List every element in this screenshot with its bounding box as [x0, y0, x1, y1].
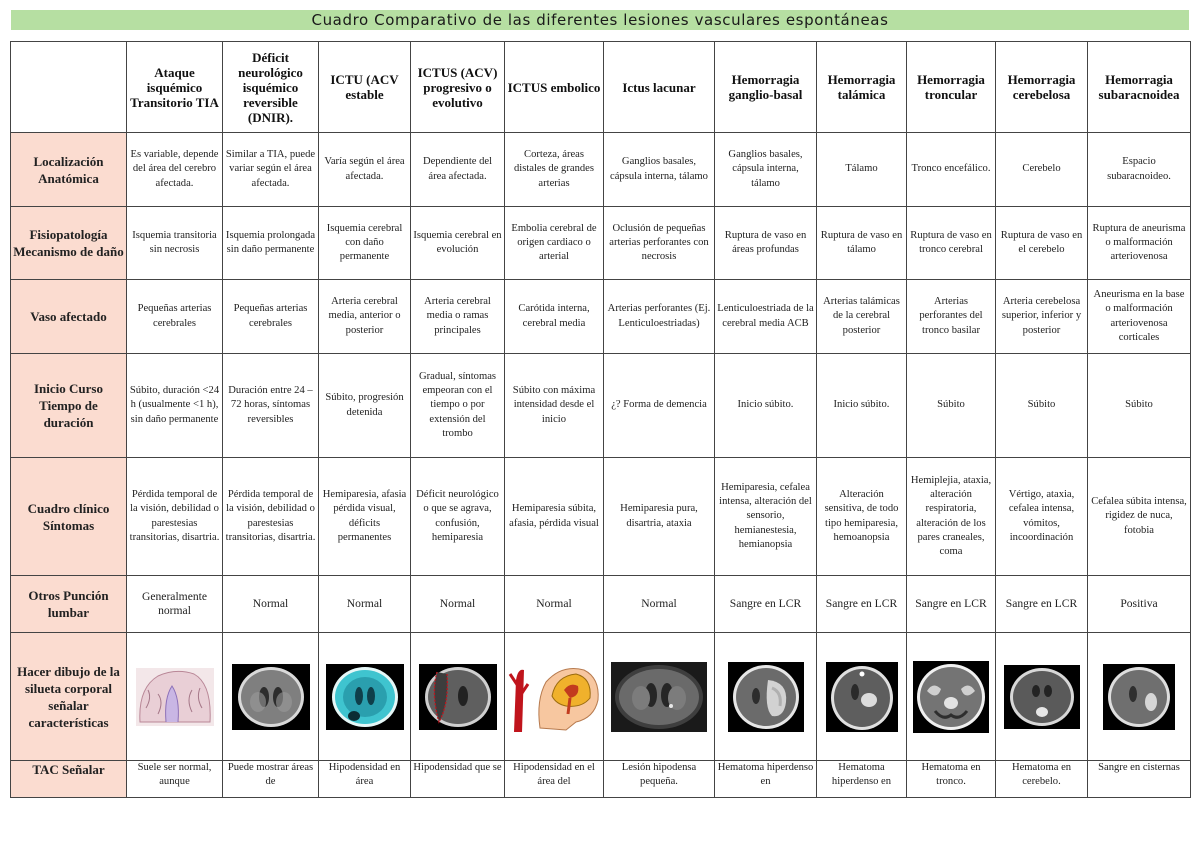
- table-cell: Ganglios basales, cápsula interna, tálamo: [604, 133, 715, 207]
- row-label: Fisiopatología Mecanismo de daño: [11, 207, 127, 280]
- table-cell: Ganglios basales, cápsula interna, tálamo: [715, 133, 817, 207]
- table-cell: Ruptura de aneurisma o malformación arteriovenosa: [1088, 207, 1191, 280]
- ct-cerebellar-hemorrhage-image: [1004, 665, 1080, 729]
- table-cell: Hematoma en tronco.: [907, 761, 996, 798]
- table-cell: Tronco encefálico.: [907, 133, 996, 207]
- image-cell: [319, 633, 411, 761]
- table-cell: Súbito: [1088, 354, 1191, 458]
- mri-lacunar-image: [611, 662, 707, 732]
- image-cell: [505, 633, 604, 761]
- table-cell: Hipodensidad en el área del: [505, 761, 604, 798]
- table-cell: Arterias talámicas de la cerebral posterior: [817, 280, 907, 354]
- vascular-anatomy-image: [506, 660, 602, 734]
- ct-scan-image: [232, 664, 310, 730]
- table-cell: Lenticuloestriada de la cerebral media ACB: [715, 280, 817, 354]
- row-localizacion: [11, 133, 1191, 207]
- table-cell: Corteza, áreas distales de grandes arterias: [505, 133, 604, 207]
- table-cell: Hipodensidad en área: [319, 761, 411, 798]
- table-cell: Hipodensidad que se: [411, 761, 505, 798]
- table-cell: Sangre en LCR: [907, 576, 996, 633]
- table-cell: Ruptura de vaso en tálamo: [817, 207, 907, 280]
- table-cell: Espacio subaracnoideo.: [1088, 133, 1191, 207]
- table-cell: Arterias perforantes del tronco basilar: [907, 280, 996, 354]
- row-vaso: [11, 280, 1191, 354]
- table-cell: Positiva: [1088, 576, 1191, 633]
- table-cell: Cefalea súbita intensa, rigidez de nuca, fotobia: [1088, 458, 1191, 576]
- table-cell: Normal: [223, 576, 319, 633]
- table-cell: Es variable, depende del área del cerebro afectada.: [127, 133, 223, 207]
- column-header: Hemorragia subaracnoidea: [1088, 42, 1191, 133]
- image-cell: [127, 633, 223, 761]
- table-cell: Normal: [411, 576, 505, 633]
- table-cell: ¿? Forma de demencia: [604, 354, 715, 458]
- table-cell: Oclusión de pequeñas arterias perforantes con necrosis: [604, 207, 715, 280]
- column-header: ICTU (ACV estable: [319, 42, 411, 133]
- row-fisiopatologia: [11, 207, 1191, 280]
- column-header: Déficit neurológico isquémico reversible (DNIR).: [223, 42, 319, 133]
- row-label: Localización Anatómica: [11, 133, 127, 207]
- table-cell: Súbito: [907, 354, 996, 458]
- header-row: [11, 42, 1191, 133]
- table-cell: Hemiparesia súbita, afasia, pérdida visual: [505, 458, 604, 576]
- row-cuadro: [11, 458, 1191, 576]
- table-cell: Hemiparesia, cefalea intensa, alteración del sensorio, hemianestesia, hemianopsia: [715, 458, 817, 576]
- table-cell: Alteración sensitiva, de todo tipo hemiparesia, hemoanopsia: [817, 458, 907, 576]
- table-cell: Sangre en LCR: [996, 576, 1088, 633]
- table-cell: Normal: [505, 576, 604, 633]
- table-cell: Sangre en LCR: [715, 576, 817, 633]
- table-cell: Arteria cerebelosa superior, inferior y posterior: [996, 280, 1088, 354]
- table-cell: Pequeñas arterias cerebrales: [127, 280, 223, 354]
- table-cell: Suele ser normal, aunque: [127, 761, 223, 798]
- column-header: Hemorragia troncular: [907, 42, 996, 133]
- table-cell: Hemiplejia, ataxia, alteración respiratoria, alteración de los pares craneales, coma: [907, 458, 996, 576]
- table-cell: Embolia cerebral de origen cardiaco o arterial: [505, 207, 604, 280]
- table-cell: Isquemia prolongada sin daño permanente: [223, 207, 319, 280]
- ct-thalamic-hemorrhage-image: [826, 662, 898, 732]
- table-cell: Tálamo: [817, 133, 907, 207]
- table-cell: Hematoma en cerebelo.: [996, 761, 1088, 798]
- table-cell: Puede mostrar áreas de: [223, 761, 319, 798]
- brain-diagram-image: [136, 668, 214, 726]
- row-label: Cuadro clínico Síntomas: [11, 458, 127, 576]
- table-cell: Hematoma hiperdenso en: [817, 761, 907, 798]
- table-cell: Arteria cerebral media, anterior o posterior: [319, 280, 411, 354]
- table-cell: Pérdida temporal de la visión, debilidad o parestesias transitorias, disartria.: [127, 458, 223, 576]
- image-cell: [817, 633, 907, 761]
- image-cell: [1088, 633, 1191, 761]
- row-tac: [11, 761, 1191, 798]
- row-label: Inicio Curso Tiempo de duración: [11, 354, 127, 458]
- table-cell: Hematoma hiperdenso en: [715, 761, 817, 798]
- table-cell: Súbito con máxima intensidad desde el inicio: [505, 354, 604, 458]
- column-header: ICTUS embolico: [505, 42, 604, 133]
- ct-ganglio-basal-hemorrhage-image: [728, 662, 804, 732]
- image-cell: [411, 633, 505, 761]
- table-cell: Hemiparesia pura, disartria, ataxia: [604, 458, 715, 576]
- column-header: Ataque isquémico Transitorio TIA: [127, 42, 223, 133]
- table-cell: Lesión hipodensa pequeña.: [604, 761, 715, 798]
- table-cell: Arterias perforantes (Ej. Lenticuloestriadas): [604, 280, 715, 354]
- table-cell: Isquemia cerebral en evolución: [411, 207, 505, 280]
- table-cell: Ruptura de vaso en el cerebelo: [996, 207, 1088, 280]
- ct-scan-red-outline-image: [419, 664, 497, 730]
- row-label: Hacer dibujo de la silueta corporal señalar características: [11, 633, 127, 761]
- column-header: Hemorragia talámica: [817, 42, 907, 133]
- table-cell: Inicio súbito.: [817, 354, 907, 458]
- ct-subarachnoid-hemorrhage-image: [1103, 664, 1175, 730]
- table-cell: Similar a TIA, puede variar según el área afectada.: [223, 133, 319, 207]
- row-label: Vaso afectado: [11, 280, 127, 354]
- table-cell: Pequeñas arterias cerebrales: [223, 280, 319, 354]
- table-cell: Sangre en LCR: [817, 576, 907, 633]
- table-cell: Varía según el área afectada.: [319, 133, 411, 207]
- table-cell: Inicio súbito.: [715, 354, 817, 458]
- table-cell: Ruptura de vaso en áreas profundas: [715, 207, 817, 280]
- table-cell: Sangre en cisternas: [1088, 761, 1191, 798]
- table-cell: Duración entre 24 – 72 horas, síntomas reversibles: [223, 354, 319, 458]
- table-cell: Súbito: [996, 354, 1088, 458]
- table-cell: Vértigo, ataxia, cefalea intensa, vómitos, incoordinación: [996, 458, 1088, 576]
- comparison-table: [10, 41, 1191, 798]
- table-cell: Isquemia cerebral con daño permanente: [319, 207, 411, 280]
- table-cell: Dependiente del área afectada.: [411, 133, 505, 207]
- image-cell: [996, 633, 1088, 761]
- table-cell: Arteria cerebral media o ramas principales: [411, 280, 505, 354]
- table-cell: Déficit neurológico o que se agrava, confusión, hemiparesia: [411, 458, 505, 576]
- table-cell: Gradual, síntomas empeoran con el tiempo o por extensión del trombo: [411, 354, 505, 458]
- image-cell: [907, 633, 996, 761]
- ct-brainstem-hemorrhage-image: [913, 661, 989, 733]
- table-cell: Pérdida temporal de la visión, debilidad o parestesias transitorias, disartria.: [223, 458, 319, 576]
- page-title: Cuadro Comparativo de las diferentes lesiones vasculares espontáneas: [11, 10, 1189, 30]
- table-corner: [11, 42, 127, 133]
- row-puncion: [11, 576, 1191, 633]
- table-cell: Aneurisma en la base o malformación arteriovenosa corticales: [1088, 280, 1191, 354]
- table-cell: Normal: [319, 576, 411, 633]
- image-cell: [715, 633, 817, 761]
- table-cell: Hemiparesia, afasia pérdida visual, déficits permanentes: [319, 458, 411, 576]
- table-cell: Carótida interna, cerebral media: [505, 280, 604, 354]
- table-cell: Cerebelo: [996, 133, 1088, 207]
- table-cell: Súbito, duración <24 h (usualmente <1 h), sin daño permanente: [127, 354, 223, 458]
- column-header: Hemorragia ganglio-basal: [715, 42, 817, 133]
- table-cell: Isquemia transitoria sin necrosis: [127, 207, 223, 280]
- image-cell: [604, 633, 715, 761]
- row-dibujo: [11, 633, 1191, 761]
- ct-scan-cyan-image: [326, 664, 404, 730]
- table-cell: Normal: [604, 576, 715, 633]
- row-label: TAC Señalar: [11, 761, 127, 798]
- image-cell: [223, 633, 319, 761]
- row-label: Otros Punción lumbar: [11, 576, 127, 633]
- column-header: ICTUS (ACV) progresivo o evolutivo: [411, 42, 505, 133]
- table-cell: Generalmente normal: [127, 576, 223, 633]
- table-cell: Súbito, progresión detenida: [319, 354, 411, 458]
- row-inicio: [11, 354, 1191, 458]
- column-header: Hemorragia cerebelosa: [996, 42, 1088, 133]
- column-header: Ictus lacunar: [604, 42, 715, 133]
- table-cell: Ruptura de vaso en tronco cerebral: [907, 207, 996, 280]
